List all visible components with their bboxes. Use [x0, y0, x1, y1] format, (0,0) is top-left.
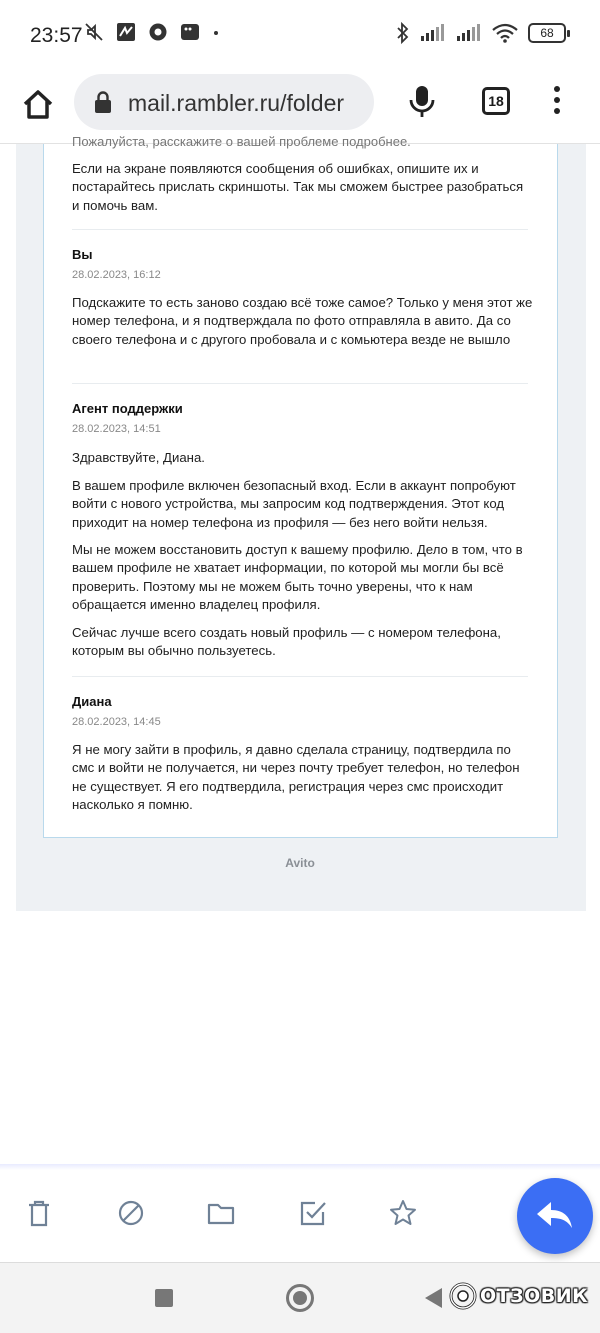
- folder-icon[interactable]: [206, 1198, 236, 1228]
- trash-icon[interactable]: [24, 1198, 54, 1228]
- cut-off-text: Пожалуйста, расскажите о вашей проблеме подробнее.: [72, 134, 411, 149]
- status-right-icons: [396, 22, 566, 44]
- mark-read-icon[interactable]: [298, 1198, 328, 1228]
- watermark: [448, 1281, 588, 1311]
- tab-switcher-button[interactable]: 18: [482, 87, 510, 115]
- spam-icon[interactable]: [116, 1198, 146, 1228]
- message-sender: Вы: [72, 247, 93, 262]
- message-paragraph: Мы не можем восстановить доступ к вашему профилю. Дело в том, что в вашем профиле не хватает информации, по которой мы могли бы всё проверить. Поэтому мы не можем быть точно уверены, что к нам обращается именно владелец профиля.: [72, 542, 523, 613]
- home-icon[interactable]: [18, 84, 58, 124]
- watermark-text: ОТЗОВИК: [480, 1285, 589, 1307]
- message-paragraph: Я не могу зайти в профиль, я давно сделала страницу, подтвердила по смс и войти не получается, ни через почту требует телефон, но телефон не существует. Я его подтвердила, регистрация через смс происходит насколько я помню.: [72, 742, 520, 813]
- back-icon[interactable]: [425, 1288, 442, 1308]
- app-notification-icon: [116, 22, 136, 42]
- overflow-menu-icon[interactable]: [552, 86, 562, 118]
- signal-icon: [420, 24, 446, 42]
- wifi-icon: [492, 23, 518, 43]
- message-paragraph: Здравствуйте, Диана.: [72, 450, 205, 465]
- message-paragraph: Сейчас лучше всего создать новый профиль — с номером телефона, которым вы обычно пользуетесь.: [72, 625, 501, 659]
- more-notifications-icon: [212, 22, 220, 42]
- message-thread-card: [43, 134, 558, 838]
- lock-icon: [92, 90, 114, 114]
- status-time: 23:57: [30, 24, 83, 47]
- message-date: 28.02.2023, 14:51: [72, 423, 161, 435]
- mute-icon: [84, 22, 104, 42]
- message-divider: [72, 383, 528, 384]
- message-divider: [72, 676, 528, 677]
- message-sender: Диана: [72, 694, 112, 709]
- system-navigation-bar: [0, 1262, 600, 1333]
- reply-icon: [535, 1198, 575, 1234]
- message-divider: [72, 229, 528, 230]
- battery-indicator: 68: [528, 23, 566, 43]
- home-nav-icon[interactable]: [286, 1284, 314, 1312]
- url-text: mail.rambler.ru/folder: [128, 90, 345, 116]
- message-action-bar: [0, 1170, 600, 1260]
- microphone-icon[interactable]: [408, 84, 436, 120]
- chrome-icon: [148, 22, 168, 42]
- message-date: 28.02.2023, 16:12: [72, 269, 161, 281]
- message-sender: Агент поддержки: [72, 401, 183, 416]
- star-icon[interactable]: [388, 1198, 418, 1228]
- app-icon: [180, 22, 200, 42]
- status-bar: [0, 0, 600, 72]
- signal-icon-2: [456, 24, 482, 42]
- watermark-logo-icon: [448, 1281, 478, 1311]
- status-notification-icons: [84, 22, 220, 42]
- message-paragraph: Если на экране появляются сообщения об ошибках, опишите их и постарайтесь прислать скриншоты. Так мы сможем быстрее разобраться и помочь вам.: [72, 161, 524, 213]
- reply-button[interactable]: [517, 1178, 593, 1254]
- message-paragraph: В вашем профиле включен безопасный вход. Если в аккаунт попробуют войти с нового устройства, мы запросим код подтверждения. Этот код приходит на номер телефона из профиля — без него войти нельзя.: [72, 478, 516, 530]
- bluetooth-icon: [396, 22, 410, 44]
- address-bar[interactable]: [74, 74, 374, 130]
- message-date: 28.02.2023, 14:45: [72, 716, 161, 728]
- recent-apps-icon[interactable]: [155, 1289, 173, 1307]
- footer-brand: Avito: [285, 856, 315, 870]
- message-paragraph: Подскажите то есть заново создаю всё тоже самое? Только у меня этот же номер телефона, и я подтверждала по фото отправляла в авито. Да со своего телефона и с другого пробовала и с комьютера везде не вышло: [72, 295, 533, 347]
